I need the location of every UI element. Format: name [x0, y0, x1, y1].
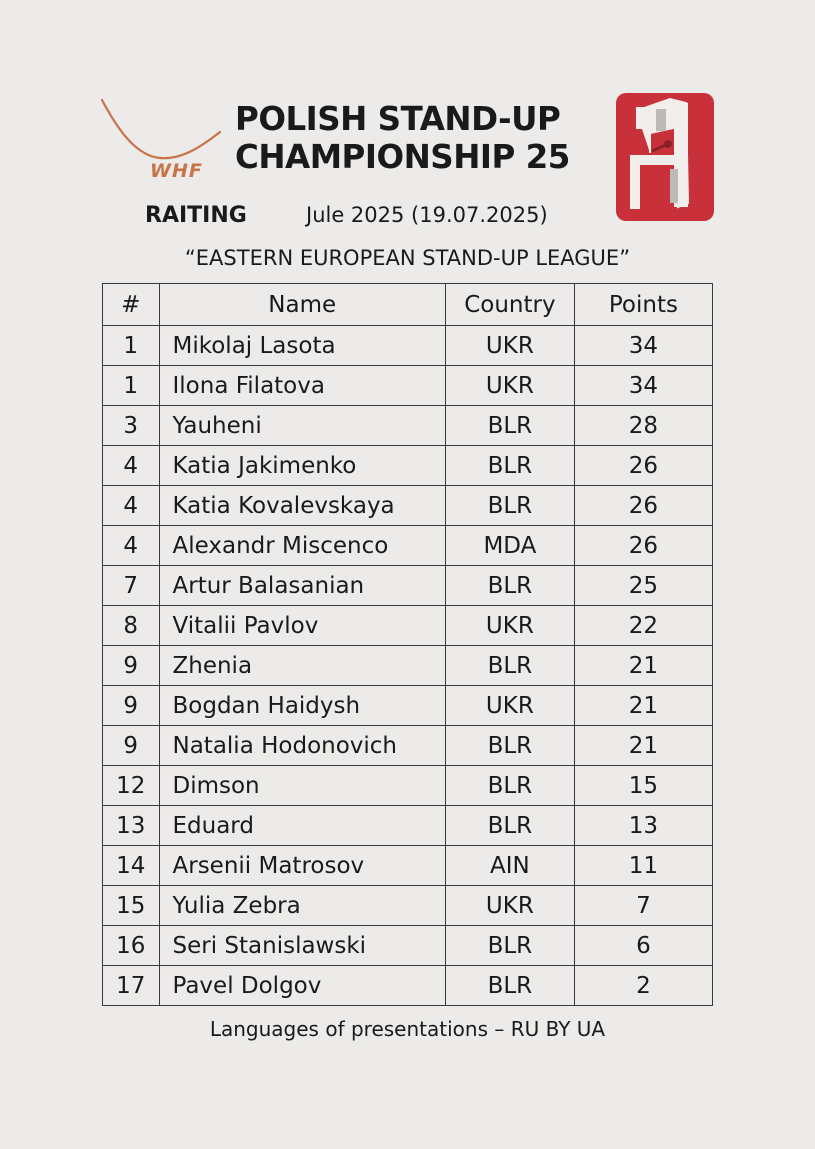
cell-points: 21 [574, 726, 712, 766]
header-country: Country [445, 284, 574, 326]
cell-country: MDA [445, 526, 574, 566]
cell-country: BLR [445, 926, 574, 966]
cell-country: BLR [445, 446, 574, 486]
cell-points: 25 [574, 566, 712, 606]
table-row [103, 406, 713, 446]
cell-points: 2 [574, 966, 712, 1006]
languages-footer: Languages of presentations – RU BY UA [209, 1017, 606, 1041]
cell-rank: 13 [103, 806, 160, 846]
table-row [103, 446, 713, 486]
table-row [103, 326, 713, 366]
cell-country: BLR [445, 566, 574, 606]
cell-points: 34 [574, 326, 712, 366]
table-row [103, 486, 713, 526]
table-row [103, 366, 713, 406]
cell-country: UKR [445, 326, 574, 366]
cell-rank: 16 [103, 926, 160, 966]
cell-points: 7 [574, 886, 712, 926]
cell-country: BLR [445, 646, 574, 686]
cell-points: 11 [574, 846, 712, 886]
cell-rank: 1 [103, 366, 160, 406]
title-line-1: POLISH STAND-UP [235, 100, 561, 138]
cell-points: 6 [574, 926, 712, 966]
cell-name: Vitalii Pavlov [159, 606, 445, 646]
table-row [103, 846, 713, 886]
rating-date: Jule 2025 (19.07.2025) [306, 203, 548, 227]
cell-points: 26 [574, 446, 712, 486]
cell-points: 22 [574, 606, 712, 646]
cell-rank: 4 [103, 446, 160, 486]
table-row [103, 686, 713, 726]
league-name: “EASTERN EUROPEAN STAND-UP LEAGUE” [184, 246, 631, 270]
table-row [103, 526, 713, 566]
cell-rank: 9 [103, 646, 160, 686]
cell-rank: 8 [103, 606, 160, 646]
cell-country: BLR [445, 486, 574, 526]
header-rank: # [103, 284, 160, 326]
cell-points: 34 [574, 366, 712, 406]
cell-points: 21 [574, 646, 712, 686]
cell-country: BLR [445, 406, 574, 446]
cell-name: Dimson [159, 766, 445, 806]
table-row [103, 886, 713, 926]
cell-points: 26 [574, 526, 712, 566]
cell-points: 26 [574, 486, 712, 526]
table-row [103, 726, 713, 766]
cell-rank: 4 [103, 486, 160, 526]
cell-name: Pavel Dolgov [159, 966, 445, 1006]
table-row [103, 646, 713, 686]
cell-country: BLR [445, 966, 574, 1006]
cell-points: 15 [574, 766, 712, 806]
rating-label: RAITING [145, 203, 247, 228]
cell-country: AIN [445, 846, 574, 886]
cell-name: Eduard [159, 806, 445, 846]
cell-country: BLR [445, 766, 574, 806]
cell-rank: 12 [103, 766, 160, 806]
cell-country: UKR [445, 606, 574, 646]
rating-table [102, 283, 713, 1006]
cell-points: 13 [574, 806, 712, 846]
cell-country: UKR [445, 366, 574, 406]
cell-name: Katia Jakimenko [159, 446, 445, 486]
cell-name: Alexandr Miscenco [159, 526, 445, 566]
cell-country: BLR [445, 806, 574, 846]
cell-country: BLR [445, 726, 574, 766]
table-row [103, 966, 713, 1006]
cell-rank: 7 [103, 566, 160, 606]
stand-up-stool-microphone-logo-icon [616, 93, 714, 221]
cell-rank: 9 [103, 686, 160, 726]
championship-logo [616, 93, 714, 221]
cell-name: Ilona Filatova [159, 366, 445, 406]
table-row [103, 606, 713, 646]
table-row [103, 566, 713, 606]
cell-name: Bogdan Haidysh [159, 686, 445, 726]
cell-name: Katia Kovalevskaya [159, 486, 445, 526]
cell-name: Yulia Zebra [159, 886, 445, 926]
cell-name: Artur Balasanian [159, 566, 445, 606]
cell-rank: 9 [103, 726, 160, 766]
cell-name: Arsenii Matrosov [159, 846, 445, 886]
page-title [235, 100, 570, 176]
table-row [103, 926, 713, 966]
cell-rank: 1 [103, 326, 160, 366]
header-name: Name [159, 284, 445, 326]
cell-rank: 14 [103, 846, 160, 886]
cell-points: 28 [574, 406, 712, 446]
cell-country: UKR [445, 886, 574, 926]
table-row [103, 806, 713, 846]
cell-name: Mikolaj Lasota [159, 326, 445, 366]
cell-points: 21 [574, 686, 712, 726]
table-header-row [103, 284, 713, 326]
cell-name: Natalia Hodonovich [159, 726, 445, 766]
title-line-2: CHAMPIONSHIP 25 [235, 138, 570, 176]
table-row [103, 766, 713, 806]
cell-rank: 4 [103, 526, 160, 566]
whf-logo-text: WHF [150, 160, 203, 182]
cell-rank: 15 [103, 886, 160, 926]
cell-rank: 17 [103, 966, 160, 1006]
header-points: Points [574, 284, 712, 326]
cell-name: Seri Stanislawski [159, 926, 445, 966]
cell-name: Yauheni [159, 406, 445, 446]
cell-country: UKR [445, 686, 574, 726]
cell-rank: 3 [103, 406, 160, 446]
cell-name: Zhenia [159, 646, 445, 686]
whf-logo [98, 94, 228, 189]
